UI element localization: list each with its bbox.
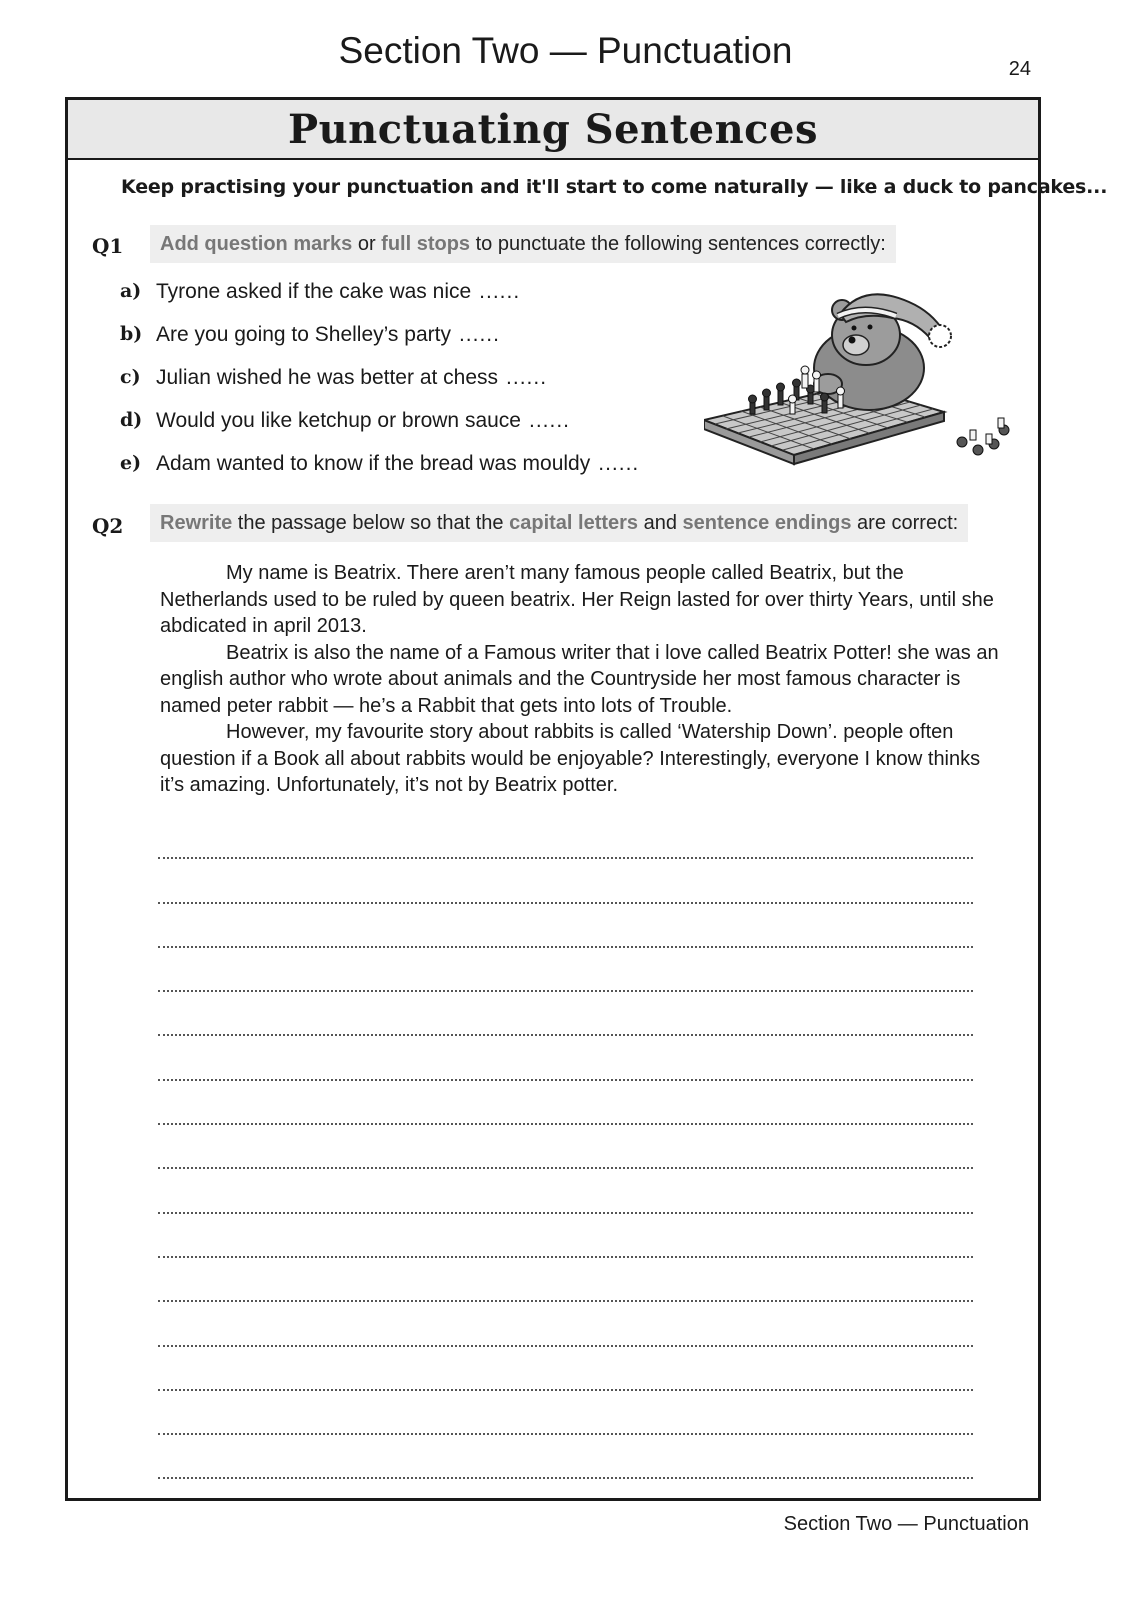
q1-item-d bbox=[120, 409, 639, 452]
item-sentence: Would you like ketchup or brown sauce bbox=[156, 409, 521, 432]
answer-line[interactable] bbox=[158, 1169, 973, 1213]
q1-item-c bbox=[120, 366, 639, 409]
q2-instruction-highlight-1: Rewrite bbox=[160, 511, 233, 534]
item-sentence: Julian wished he was better at chess bbox=[156, 366, 499, 389]
q2-instruction-highlight-2: capital letters bbox=[509, 511, 639, 534]
answer-line[interactable] bbox=[158, 1081, 973, 1125]
answer-line[interactable] bbox=[158, 859, 973, 903]
answer-line[interactable] bbox=[158, 1036, 973, 1080]
item-letter: d) bbox=[120, 409, 143, 431]
answer-line[interactable] bbox=[158, 1302, 973, 1346]
q2-instruction bbox=[150, 504, 968, 542]
answer-blank[interactable]: ...... bbox=[528, 409, 570, 432]
answer-line[interactable] bbox=[158, 1435, 973, 1479]
q1-item-e bbox=[120, 452, 639, 495]
answer-blank[interactable]: ...... bbox=[506, 366, 548, 389]
q1-instruction bbox=[150, 225, 896, 263]
q1-instruction-highlight-2: full stops bbox=[381, 232, 471, 255]
q1-item-b bbox=[120, 323, 639, 366]
worksheet-frame bbox=[65, 97, 1108, 1501]
answer-line[interactable] bbox=[158, 1214, 973, 1258]
q2-answer-area[interactable] bbox=[158, 815, 973, 1479]
answer-line[interactable] bbox=[158, 904, 973, 948]
q1-instruction-text-2: to punctuate the following sentences correctly: bbox=[470, 232, 886, 255]
item-sentence: Are you going to Shelley’s party bbox=[156, 323, 451, 346]
answer-blank[interactable]: ...... bbox=[458, 323, 500, 346]
answer-blank[interactable]: ...... bbox=[479, 280, 521, 303]
q2-instruction-text-1: the passage below so that the bbox=[232, 511, 510, 534]
q2-instruction-highlight-3: sentence endings bbox=[682, 511, 852, 534]
passage-paragraph-2: Beatrix is also the name of a Famous writer that i love called Beatrix Potter! she was an english author who wrote about animals and the Countryside her most famous character is named peter rabbit — he’s a Rabbit that gets into lots of Trouble. bbox=[160, 641, 999, 717]
q1-label: Q1 bbox=[92, 234, 124, 258]
answer-line[interactable] bbox=[158, 1125, 973, 1169]
q1-sentence-list bbox=[120, 280, 639, 495]
intro-text: Keep practising your punctuation and it'll start to come naturally — like a duck to pancakes... bbox=[121, 176, 1108, 198]
q2-instruction-text-2: and bbox=[638, 511, 683, 534]
item-letter: a) bbox=[120, 280, 142, 302]
section-header: Section Two — Punctuation bbox=[338, 30, 793, 71]
item-letter: b) bbox=[120, 323, 143, 345]
item-sentence: Adam wanted to know if the bread was mouldy bbox=[156, 452, 591, 475]
q1-instruction-text-1: or bbox=[352, 232, 382, 255]
title-band bbox=[68, 100, 1038, 160]
answer-blank[interactable]: ...... bbox=[598, 452, 640, 475]
answer-line[interactable] bbox=[158, 948, 973, 992]
footer-section-title: Section Two — Punctuation bbox=[783, 1513, 1029, 1535]
answer-line[interactable] bbox=[158, 1258, 973, 1302]
bear-chess-illustration bbox=[704, 290, 1024, 480]
q2-instruction-text-3: are correct: bbox=[851, 511, 959, 534]
item-letter: e) bbox=[120, 452, 142, 474]
answer-line[interactable] bbox=[158, 1347, 973, 1391]
passage-paragraph-3: However, my favourite story about rabbits is called ‘Watership Down’. people often question if a Book all about rabbits would be enjoyable? Interestingly, everyone I know thinks it’s amazing. Unfortunately, it’s not by Beatrix potter. bbox=[160, 721, 981, 796]
q2-passage bbox=[160, 560, 1000, 799]
q1-instruction-highlight-1: Add question marks bbox=[160, 232, 353, 255]
q2-label: Q2 bbox=[92, 514, 124, 538]
q1-item-a bbox=[120, 280, 639, 323]
answer-line[interactable] bbox=[158, 815, 973, 859]
item-letter: c) bbox=[120, 366, 141, 388]
answer-line[interactable] bbox=[158, 992, 973, 1036]
page-number: 24 bbox=[1008, 58, 1031, 80]
answer-line[interactable] bbox=[158, 1391, 973, 1435]
passage-paragraph-1: My name is Beatrix. There aren’t many famous people called Beatrix, but the Netherlands used to be ruled by queen beatrix. Her Reign lasted for over thirty Years, until she abdicated in april 2013. bbox=[160, 562, 994, 637]
page-title: Punctuating Sentences bbox=[288, 105, 818, 153]
item-sentence: Tyrone asked if the cake was nice bbox=[156, 280, 472, 303]
